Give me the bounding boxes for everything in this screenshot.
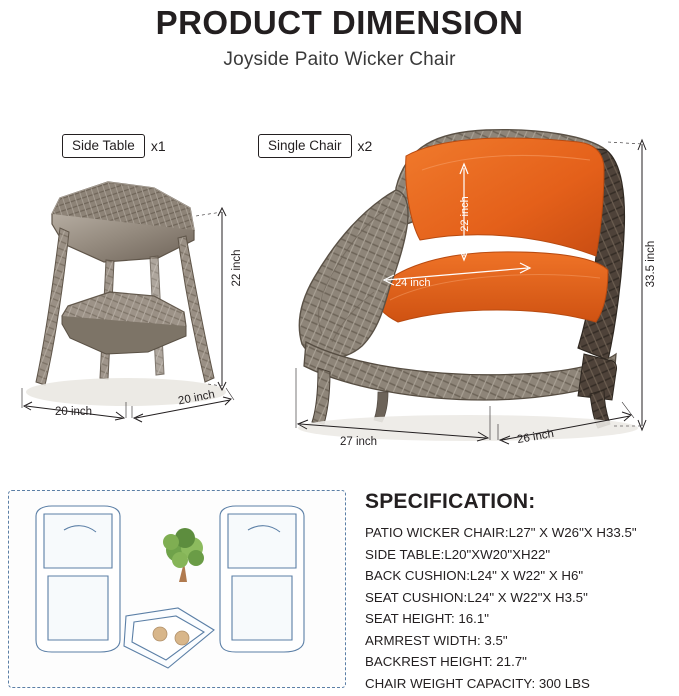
page-title: PRODUCT DIMENSION — [155, 4, 524, 41]
page-subtitle: Joyside Paito Wicker Chair — [223, 48, 456, 70]
side-table-width-label: 20 inch — [55, 406, 93, 418]
side-table-illustration — [8, 156, 258, 446]
spec-item: PATIO WICKER CHAIR:L27" X W26"X H33.5" — [365, 525, 637, 540]
spec-item: BACKREST HEIGHT: 21.7" — [365, 654, 527, 670]
spec-item: ARMREST WIDTH: 3.5" — [365, 632, 508, 648]
chair-seat-cushion-width-label: 24 inch — [395, 277, 431, 289]
side-table-tag-row — [62, 134, 166, 158]
specification-panel — [365, 490, 675, 694]
package-contents-illustration — [8, 490, 346, 688]
single-chair-tag: Single Chair — [258, 134, 352, 158]
specification-title: SPECIFICATION: — [365, 490, 536, 513]
spec-item: SEAT HEIGHT: 16.1" — [365, 611, 489, 627]
chair-width-label: 27 inch — [340, 436, 378, 448]
single-chair-illustration — [278, 110, 678, 455]
specification-list — [365, 522, 675, 694]
single-chair-qty: x2 — [357, 137, 373, 154]
side-table-qty: x1 — [150, 137, 166, 154]
chair-back-cushion-height-label: 22 inch — [459, 196, 471, 232]
spec-item: SEAT CUSHION:L24" X W22"X H3.5" — [365, 589, 588, 605]
side-table-depth-label: 20 inch — [177, 388, 216, 408]
spec-item: CHAIR WEIGHT CAPACITY: 300 LBS — [365, 675, 590, 691]
side-table-tag: Side Table — [62, 134, 145, 158]
chair-overall-height-label: 33.5 inch — [645, 240, 657, 288]
side-table-height-label: 22 inch — [231, 249, 243, 287]
spec-item: SIDE TABLE:L20"XW20"XH22" — [365, 546, 551, 562]
spec-item: BACK CUSHION:L24" X W22" X H6" — [365, 568, 584, 584]
chair-depth-label: 26 inch — [516, 427, 555, 447]
